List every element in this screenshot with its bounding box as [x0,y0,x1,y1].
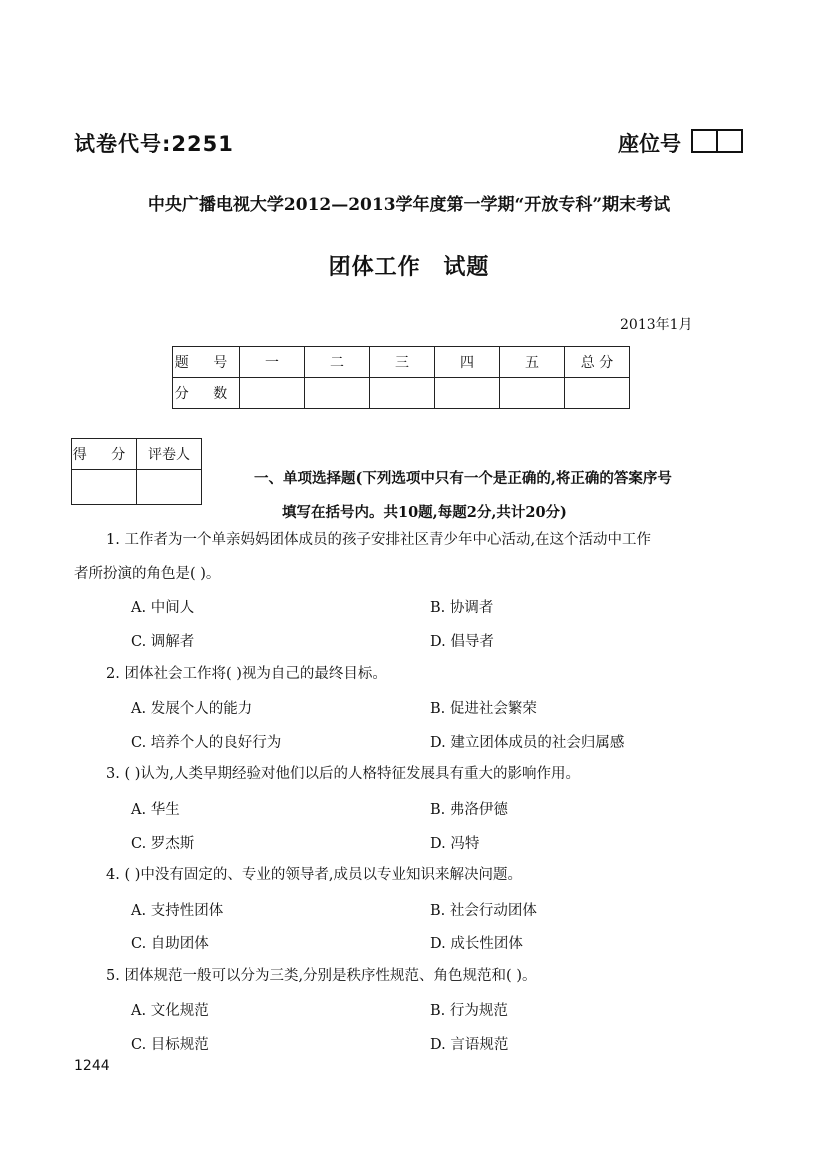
question-5-option-d: D. 言语规范 [430,1037,509,1053]
question-1-option-c: C. 调解者 [131,634,195,650]
score-table-header-row [173,347,630,378]
grader-score-header: 得 分 [72,439,137,470]
score-entry-cell [500,378,565,409]
question-3-stem: 3. ( )认为,人类早期经验对他们以后的人格特征发展具有重大的影响作用。 [106,766,580,782]
grader-name-cell [137,470,202,505]
exam-title: 中央广播电视大学2012—2013学年度第一学期“开放专科”期末考试 [147,195,671,215]
score-table-cell: 题 号 [173,347,240,378]
score-table [172,346,630,409]
score-entry-cell [370,378,435,409]
page-number: 1244 [74,1058,110,1074]
question-3-option-a: A. 华生 [131,802,180,818]
question-3-option-c: C. 罗杰斯 [131,836,195,852]
question-5-option-b: B. 行为规范 [430,1003,508,1019]
question-4-option-a: A. 支持性团体 [131,903,224,919]
score-table-cell: 二 [305,347,370,378]
question-2-option-c: C. 培养个人的良好行为 [131,735,282,751]
question-3-option-b: B. 弗洛伊德 [430,802,508,818]
question-2-stem: 2. 团体社会工作将( )视为自己的最终目标。 [106,666,387,682]
score-entry-cell [240,378,305,409]
seat-number-boxes [691,129,743,153]
grader-table [71,438,202,505]
question-1-stem-cont: 者所扮演的角色是( )。 [74,566,221,582]
question-5-option-a: A. 文化规范 [131,1003,209,1019]
section-heading [254,462,754,530]
question-1-option-d: D. 倡导者 [430,634,494,650]
question-4-stem: 4. ( )中没有固定的、专业的领导者,成员以专业知识来解决问题。 [106,867,522,883]
question-4-option-c: C. 自助团体 [131,936,209,952]
score-table-cell: 五 [500,347,565,378]
score-table-cell: 分 数 [173,378,240,409]
question-1-option-b: B. 协调者 [430,600,494,616]
subject-title: 团体工作 试题 [328,255,490,280]
question-4-option-d: D. 成长性团体 [430,936,523,952]
score-entry-cell [435,378,500,409]
score-entry-cell [305,378,370,409]
section-heading-line1: 一、单项选择题(下列选项中只有一个是正确的,将正确的答案序号 [254,470,672,487]
question-1-option-a: A. 中间人 [131,600,195,616]
score-entry-cell [565,378,630,409]
question-5-option-c: C. 目标规范 [131,1037,209,1053]
section-heading-line2: 填写在括号内。共10题,每题2分,共计20分) [282,504,567,521]
score-table-cell: 四 [435,347,500,378]
question-4-option-b: B. 社会行动团体 [430,903,537,919]
exam-date: 2013年1月 [620,317,693,333]
grader-score-cell [72,470,137,505]
question-3-option-d: D. 冯特 [430,836,480,852]
question-2-option-b: B. 促进社会繁荣 [430,701,537,717]
score-table-cell: 一 [240,347,305,378]
paper-code: 试卷代号:2251 [74,132,234,156]
grader-name-header: 评卷人 [137,439,202,470]
score-table-cell: 三 [370,347,435,378]
question-2-option-d: D. 建立团体成员的社会归属感 [430,735,625,751]
score-table-score-row [173,378,630,409]
question-2-option-a: A. 发展个人的能力 [131,701,253,717]
seat-number-label: 座位号 [618,132,681,156]
question-1-stem: 1. 工作者为一个单亲妈妈团体成员的孩子安排社区青少年中心活动,在这个活动中工作 [106,532,652,548]
score-table-cell: 总 分 [565,347,630,378]
question-5-stem: 5. 团体规范一般可以分为三类,分别是秩序性规范、角色规范和( )。 [106,968,537,984]
